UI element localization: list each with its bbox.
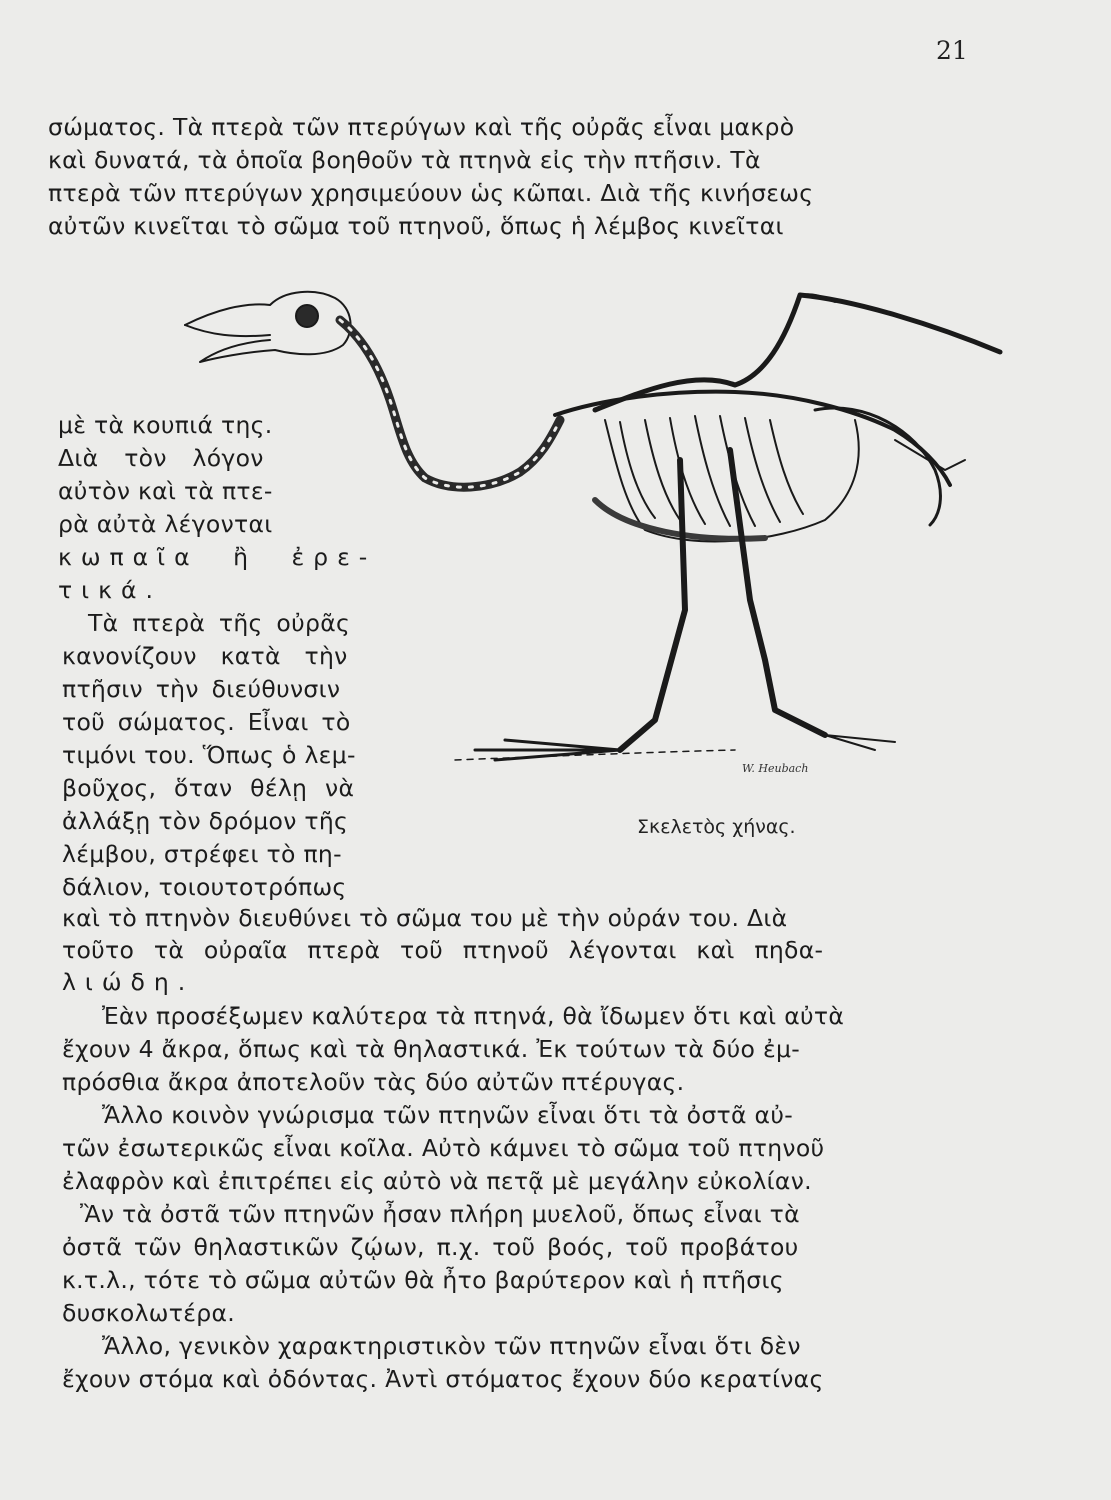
text-line: ρὰ αὐτὰ λέγονται — [58, 510, 273, 538]
text-line: αὐτὸν καὶ τὰ πτε- — [58, 477, 273, 505]
text-line: τοῦ σώματος. Εἶναι τὸ — [62, 708, 351, 736]
text-line: σώματος. Τὰ πτερὰ τῶν πτερύγων καὶ τῆς οὐρᾶς εἶναι μακρὸ — [48, 113, 795, 141]
text-line: πτῆσιν τὴν διεύθυνσιν — [62, 675, 341, 703]
text-line: Ἄλλο κοινὸν γνώρισμα τῶν πτηνῶν εἶναι ὅτι τὰ ὀστᾶ αὐ- — [102, 1101, 794, 1129]
text-line: Τὰ πτερὰ τῆς οὐρᾶς — [88, 609, 351, 637]
text-line: καὶ δυνατά, τὰ ὁποῖα βοηθοῦν τὰ πτηνὰ εἰς τὴν πτῆσιν. Τὰ — [48, 146, 761, 174]
text-line: μὲ τὰ κουπιά της. — [58, 411, 273, 439]
text-line: πτερὰ τῶν πτερύγων χρησιμεύουν ὡς κῶπαι. Διὰ τῆς κινήσεως — [48, 179, 814, 207]
text-line: δυσκολωτέρα. — [62, 1299, 236, 1327]
page-number: 21 — [936, 36, 968, 65]
text-line: βοῦχος, ὅταν θέλῃ νὰ — [62, 774, 355, 802]
text-line: τιμόνι του. Ὅπως ὁ λεμ- — [62, 741, 356, 769]
text-line: τικά. — [58, 576, 162, 604]
text-line: κ.τ.λ., τότε τὸ σῶμα αὐτῶν θὰ ἦτο βαρύτερον καὶ ἡ πτῆσις — [62, 1266, 784, 1294]
text-line: ἔχουν 4 ἄκρα, ὅπως καὶ τὰ θηλαστικά. Ἐκ τούτων τὰ δύο ἐμ- — [62, 1035, 800, 1063]
illustrator-signature: W. Heubach — [742, 762, 809, 775]
text-line: Ἂν τὰ ὀστᾶ τῶν πτηνῶν ἦσαν πλήρη μυελοῦ, ὅπως εἶναι τὰ — [80, 1200, 800, 1228]
text-line: Ἄλλο, γενικὸν χαρακτηριστικὸν τῶν πτηνῶν εἶναι ὅτι δὲν — [102, 1332, 801, 1360]
text-line: κωπαῖα ἢ ἐρε- — [58, 543, 377, 571]
text-line: Ἐὰν προσέξωμεν καλύτερα τὰ πτηνά, θὰ ἴδωμεν ὅτι καὶ αὐτὰ — [102, 1002, 845, 1030]
text-line: ἀλλάξῃ τὸν δρόμον τῆς — [62, 807, 349, 835]
text-line: ὀστᾶ τῶν θηλαστικῶν ζῴων, π.χ. τοῦ βοός, τοῦ προβάτου — [62, 1233, 799, 1261]
text-line: κανονίζουν κατὰ τὴν — [62, 642, 348, 670]
text-line: τῶν ἐσωτερικῶς εἶναι κοῖλα. Αὐτὸ κάμνει τὸ σῶμα τοῦ πτηνοῦ — [62, 1134, 825, 1162]
text-line: πρόσθια ἄκρα ἀποτελοῦν τὰς δύο αὐτῶν πτέρυγας. — [62, 1068, 685, 1096]
text-line: λέμβου, στρέφει τὸ πη- — [62, 840, 342, 868]
text-line: λιώδη. — [62, 968, 195, 996]
text-line: ἐλαφρὸν καὶ ἐπιτρέπει εἰς αὐτὸ νὰ πετᾷ μὲ μεγάλην εὐκολίαν. — [62, 1167, 812, 1195]
text-line: καὶ τὸ πτηνὸν διευθύνει τὸ σῶμα του μὲ τὴν οὐράν του. Διὰ — [62, 904, 788, 932]
text-line: ἔχουν στόμα καὶ ὀδόντας. Ἀντὶ στόματος ἔχουν δύο κερατίνας — [62, 1365, 824, 1393]
text-line: αὐτῶν κινεῖται τὸ σῶμα τοῦ πτηνοῦ, ὅπως ἡ λέμβος κινεῖται — [48, 212, 784, 240]
text-line: δάλιον, τοιουτοτρόπως — [62, 873, 347, 901]
text-line: τοῦτο τὰ οὐραῖα πτερὰ τοῦ πτηνοῦ λέγονται καὶ πηδα- — [62, 936, 824, 964]
figure-caption: Σκελετὸς χήνας. — [637, 816, 796, 838]
text-line: Διὰ τὸν λόγον — [58, 444, 264, 472]
